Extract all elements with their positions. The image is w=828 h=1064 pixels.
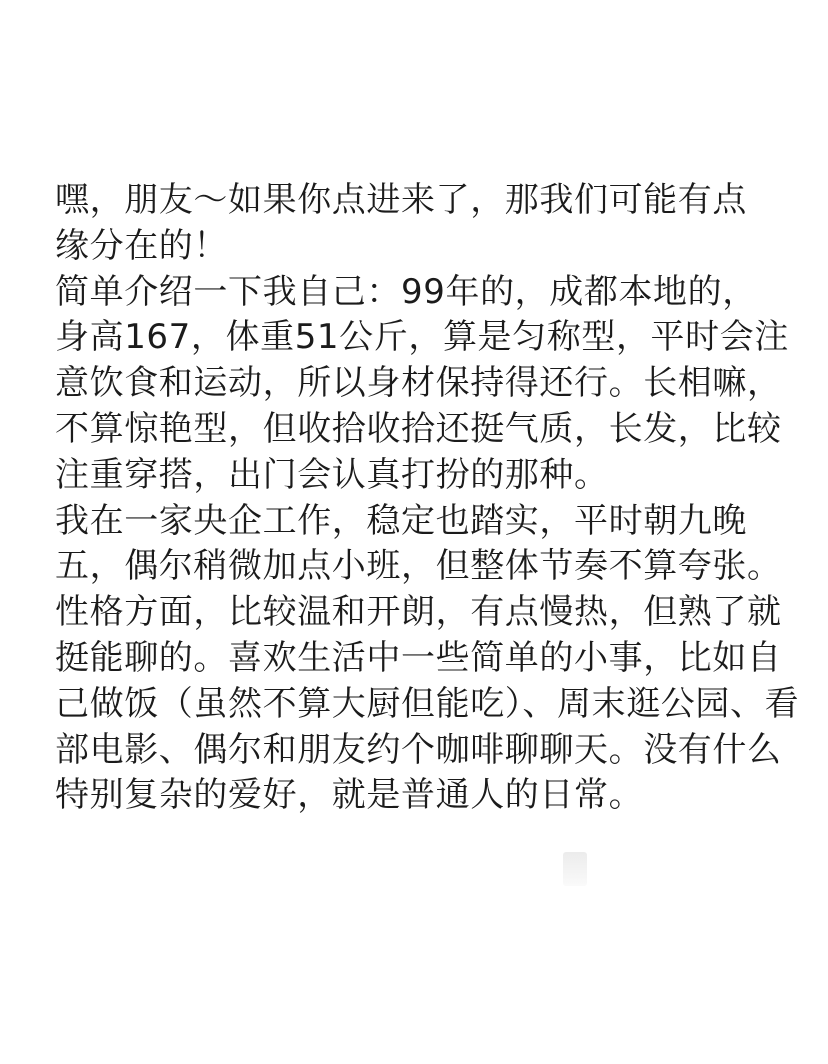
post-line: 不算惊艳型，但收拾收拾还挺气质，长发，比较 — [55, 408, 782, 449]
post-line: 意饮食和运动，所以身材保持得还行。长相嘛， — [55, 363, 782, 404]
post-line: 特别复杂的爱好，就是普通人的日常。 — [55, 775, 644, 816]
post-line: 缘分在的！ — [55, 225, 228, 266]
post-body-text — [55, 178, 800, 819]
post-line: 注重穿搭，出门会认真打扮的那种。 — [55, 454, 609, 495]
post-line: 五，偶尔稍微加点小班，但整体节奏不算夸张。 — [55, 546, 782, 587]
post-line: 部电影、偶尔和朋友约个咖啡聊聊天。没有什么 — [55, 729, 782, 770]
post-line: 嘿，朋友～如果你点进来了，那我们可能有点 — [55, 180, 747, 220]
post-line: 性格方面，比较温和开朗，有点慢热，但熟了就 — [55, 592, 782, 633]
post-line: 简单介绍一下我自己：99年的，成都本地的， — [55, 271, 757, 312]
post-line: 挺能聊的。喜欢生活中一些简单的小事，比如自 — [55, 637, 782, 678]
post-line: 身高167，体重51公斤，算是匀称型，平时会注 — [55, 317, 789, 358]
watermark-smudge — [563, 852, 587, 886]
post-line: 己做饭（虽然不算大厨但能吃）、周末逛公园、看 — [55, 683, 800, 724]
post-line: 我在一家央企工作，稳定也踏实，平时朝九晚 — [55, 500, 747, 541]
